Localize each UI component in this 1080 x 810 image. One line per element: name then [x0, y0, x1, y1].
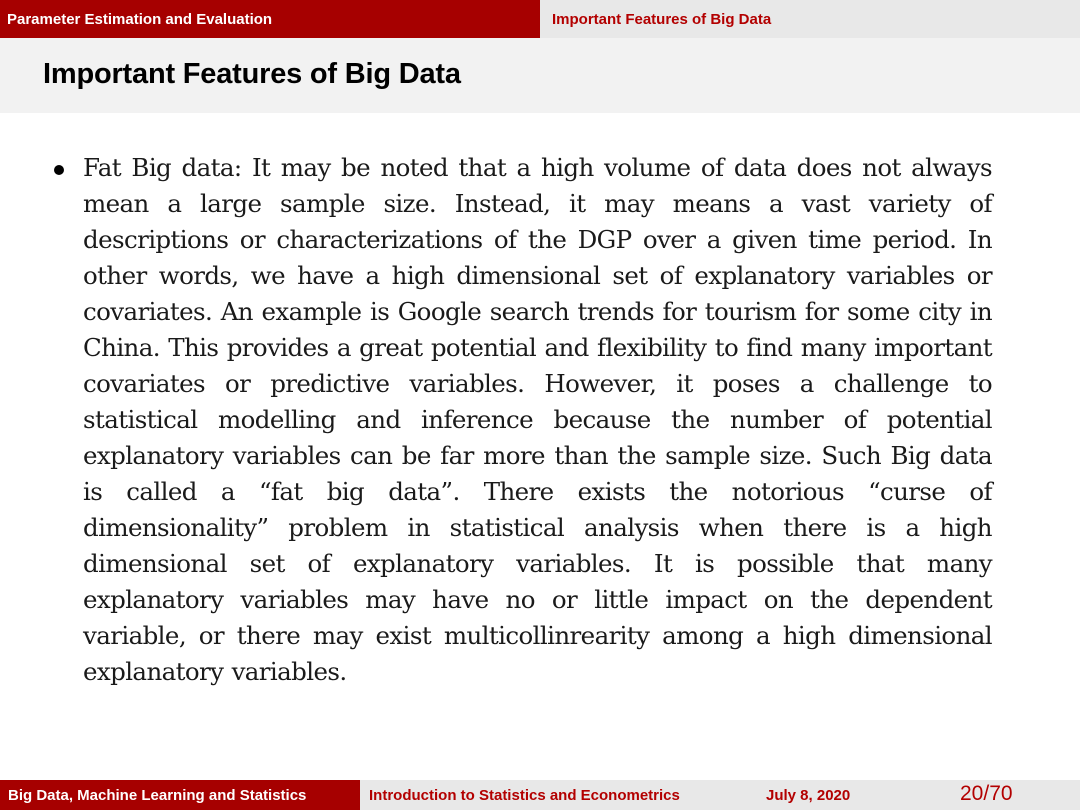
bullet-text: Fat Big data: It may be noted that a high volume of data does not always mean a large sample size. Instead, it may means a vast variety of descriptions or characterizations of the DGP over a given time period. In other words, we have a high dimensional set of explanatory variables or covariates. An example is Google search trends for tourism for some city in China. This provides a great potential and flexibility to find many important covariates or predictive variables. However, it poses a challenge to statistical modelling and inference because the number of potential explanatory variables can be far more than the sample size. Such Big data is called a “fat big data”. There exists the notorious “curse of dimensionality” problem in statistical analysis when there is a high dimensional set of explanatory variables. It is possible that many explanatory variables may have no or little impact on the dependent variable, or there may exist multicollinrearity among a high dimensional explanatory variables.	[83, 153, 992, 686]
slide-title: Important Features of Big Data	[43, 58, 461, 90]
subsection-title[interactable]: Important Features of Big Data	[540, 0, 1080, 38]
footer-course-title[interactable]: Introduction to Statistics and Econometrics	[360, 780, 720, 810]
slide-content	[52, 150, 992, 690]
bullet-dot-icon	[54, 165, 64, 175]
footer-short-title[interactable]: Big Data, Machine Learning and Statistics	[0, 780, 360, 810]
footer-date: July 8, 2020	[766, 787, 851, 804]
page-number: 20/70	[960, 782, 1013, 805]
header-bar	[0, 0, 1080, 38]
frame-title-bar	[0, 38, 1080, 113]
section-title[interactable]: Parameter Estimation and Evaluation	[0, 0, 540, 38]
bullet-item	[52, 150, 992, 690]
footer-info	[720, 780, 1080, 810]
footer-bar	[0, 780, 1080, 810]
